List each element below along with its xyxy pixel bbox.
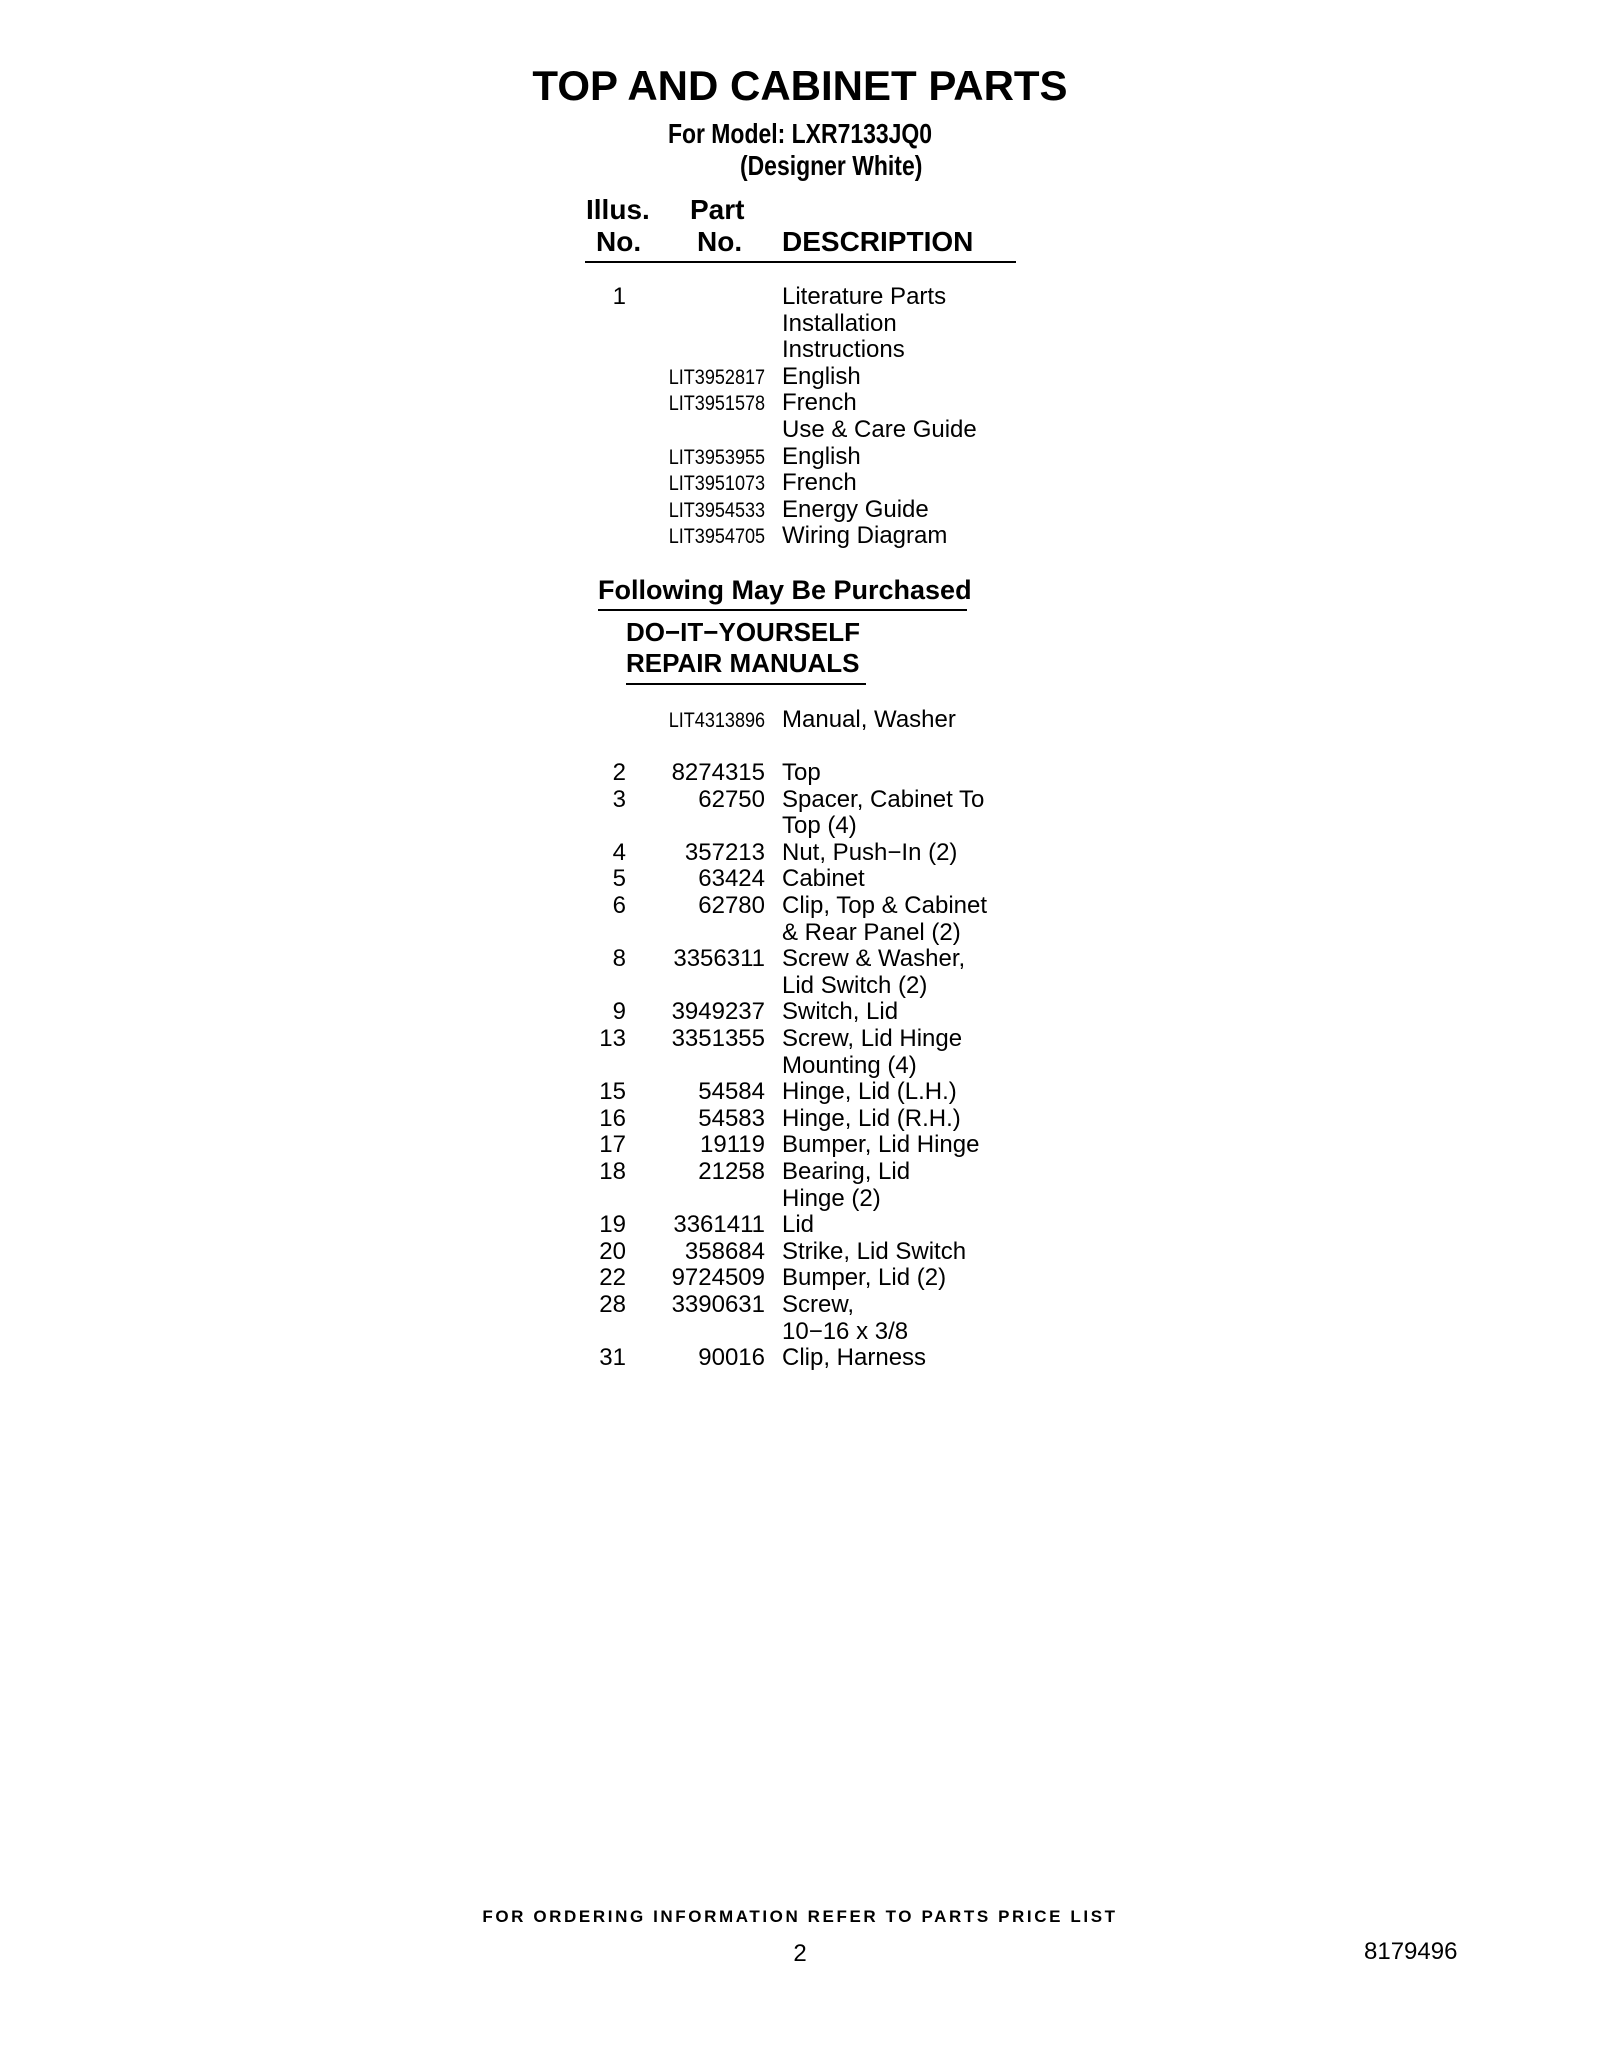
part-number: 357213	[684, 838, 765, 866]
page-number: 2	[793, 1940, 807, 1967]
part-description: French	[782, 389, 857, 417]
model-number: For Model: LXR7133JQ0	[667, 118, 933, 149]
part-number: 9724509	[671, 1264, 765, 1292]
model-color	[144, 150, 1456, 182]
part-description: Literature Parts	[782, 283, 947, 310]
part-description: Top (4)	[782, 812, 857, 840]
part-description: Strike, Lid Switch	[782, 1237, 967, 1265]
part-description: Spacer, Cabinet To	[782, 785, 985, 813]
part-description: Top	[782, 759, 821, 786]
illus-number: 16	[599, 1104, 626, 1132]
part-number	[620, 284, 765, 311]
illus-number: 1	[612, 283, 626, 310]
part-number	[620, 497, 765, 525]
part-description: Screw, Lid Hinge	[782, 1025, 963, 1052]
part-number-text: LIT3952817	[668, 365, 765, 389]
part-description: Lid Switch (2)	[782, 971, 928, 999]
part-description: English	[782, 442, 861, 470]
part-description: Use & Care Guide	[782, 416, 977, 443]
illus-number: 28	[599, 1291, 626, 1318]
part-description: Bumper, Lid Hinge	[782, 1131, 980, 1159]
illus-number: 4	[612, 838, 626, 866]
part-number: 63424	[698, 865, 765, 893]
part-number	[620, 417, 765, 444]
part-number-text: LIT3954533	[668, 498, 765, 522]
part-number: 3949237	[671, 998, 765, 1026]
header-rule	[585, 261, 1016, 263]
part-number: 62780	[698, 892, 765, 919]
ordering-note: FOR ORDERING INFORMATION REFER TO PARTS PRICE LIST	[482, 1907, 1118, 1926]
part-description: Energy Guide	[782, 495, 929, 523]
diy-heading: DO−IT−YOURSELF	[626, 617, 861, 647]
purchase-heading-rule	[598, 609, 967, 611]
illus-number: 20	[599, 1237, 626, 1265]
part-description: French	[782, 469, 857, 497]
illus-number: 19	[599, 1211, 626, 1239]
part-description: 10−16 x 3/8	[782, 1317, 909, 1345]
part-description: Wiring Diagram	[782, 522, 948, 550]
manual-part-number	[620, 707, 765, 735]
illus-number: 9	[612, 998, 626, 1026]
part-number: 21258	[698, 1158, 765, 1185]
document-number: 8179496	[1364, 1938, 1458, 1965]
illus-number: 8	[612, 945, 626, 973]
part-description: Screw,	[782, 1291, 855, 1318]
part-number-text: LIT3954705	[668, 525, 765, 549]
part-number: 358684	[684, 1237, 765, 1265]
part-description: Installation	[782, 309, 897, 337]
illus-number: 22	[599, 1264, 626, 1292]
part-description: Instructions	[782, 336, 905, 364]
part-description: & Rear Panel (2)	[782, 918, 961, 946]
part-description: Nut, Push−In (2)	[782, 838, 958, 866]
model-color-text: (Designer White)	[739, 150, 923, 181]
part-number	[620, 390, 765, 418]
part-number	[620, 337, 765, 364]
part-number: 54583	[698, 1104, 765, 1132]
diy-heading-rule	[626, 683, 866, 685]
illus-number: 17	[599, 1131, 626, 1159]
part-number: 8274315	[671, 759, 765, 786]
part-number: 90016	[698, 1344, 765, 1372]
part-number: 19119	[700, 1131, 765, 1159]
part-description: Hinge, Lid (L.H.)	[782, 1078, 957, 1106]
part-number: 3351355	[671, 1025, 765, 1052]
part-number	[620, 444, 765, 472]
page-title: TOP AND CABINET PARTS	[532, 62, 1068, 109]
part-description: Cabinet	[782, 865, 865, 893]
part-description: Lid	[782, 1211, 815, 1239]
part-number: 3390631	[671, 1291, 765, 1318]
illus-number: 13	[599, 1025, 626, 1052]
part-description: Clip, Top & Cabinet	[782, 892, 988, 919]
part-number	[620, 311, 765, 338]
part-number-text: LIT3953955	[668, 445, 765, 469]
illus-number: 2	[612, 759, 626, 786]
illus-number: 15	[599, 1078, 626, 1106]
part-number: 3361411	[673, 1211, 765, 1239]
part-number	[620, 364, 765, 392]
part-number: 62750	[698, 785, 765, 813]
col-description-label: DESCRIPTION	[782, 226, 974, 257]
col-part-label-1: Part	[690, 194, 745, 225]
part-description: Hinge (2)	[782, 1184, 881, 1212]
col-illus-label-2: No.	[596, 226, 642, 257]
part-number-text: LIT3951578	[668, 392, 765, 416]
part-description: Clip, Harness	[782, 1344, 927, 1372]
part-description: Switch, Lid	[782, 998, 899, 1026]
illus-number: 31	[599, 1344, 626, 1372]
part-description: Bearing, Lid	[782, 1158, 911, 1185]
illus-number: 18	[599, 1158, 626, 1185]
purchase-heading: Following May Be Purchased	[598, 575, 972, 605]
col-illus-label-1: Illus.	[586, 194, 650, 225]
part-description: Screw & Washer,	[782, 945, 966, 973]
part-description: Bumper, Lid (2)	[782, 1264, 947, 1292]
repair-manuals-heading: REPAIR MANUALS	[626, 648, 860, 678]
illus-number: 3	[612, 785, 626, 813]
manual-part-text: LIT4313896	[668, 709, 765, 732]
part-number-text: LIT3951073	[668, 472, 765, 496]
col-part-label-2: No.	[697, 226, 743, 257]
part-number: 3356311	[673, 945, 765, 973]
part-description: Hinge, Lid (R.H.)	[782, 1104, 961, 1132]
manual-description: Manual, Washer	[782, 706, 956, 733]
part-number: 54584	[698, 1078, 765, 1106]
part-number	[620, 470, 765, 498]
part-description: Mounting (4)	[782, 1051, 917, 1079]
part-description: English	[782, 362, 861, 390]
illus-number: 6	[612, 892, 626, 919]
part-number	[620, 523, 765, 551]
illus-number: 5	[612, 865, 626, 893]
